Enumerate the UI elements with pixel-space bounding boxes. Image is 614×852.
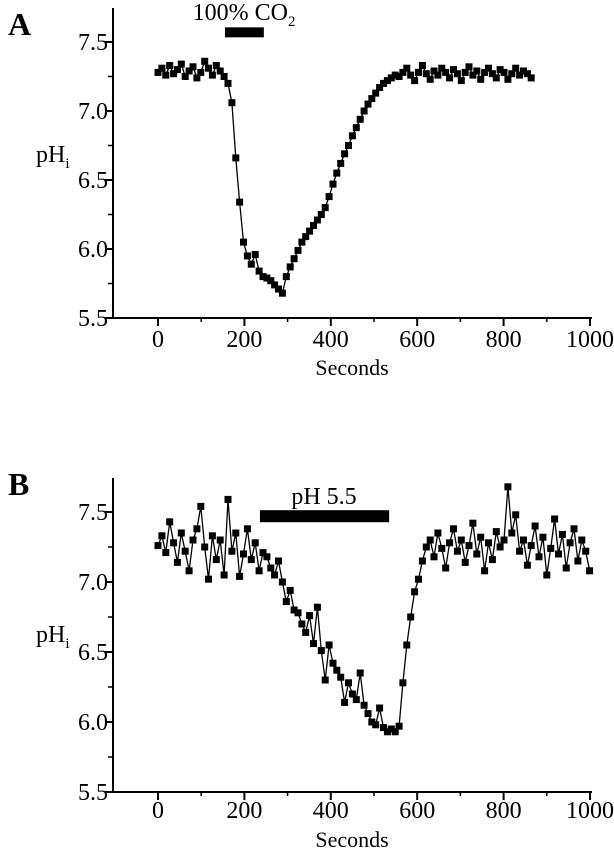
data-point-marker (442, 565, 449, 572)
data-point-marker (337, 160, 344, 167)
data-point-marker (326, 642, 333, 649)
x-tick-label: 400 (312, 798, 349, 824)
data-point-marker (248, 261, 255, 268)
data-point-marker (201, 58, 208, 65)
data-point-marker (411, 588, 418, 595)
data-point-marker (489, 556, 496, 563)
y-tick-label: 6.0 (78, 237, 108, 263)
data-point-marker (411, 77, 418, 84)
x-ticks (158, 318, 590, 326)
data-point-marker (330, 660, 337, 667)
data-point-marker (341, 699, 348, 706)
data-point-marker (349, 132, 356, 139)
panel-a-y-axis-title (36, 142, 69, 177)
data-point-marker (473, 68, 480, 75)
data-point-marker (446, 74, 453, 81)
y-tick-label: 7.5 (78, 30, 108, 56)
data-point-marker (197, 69, 204, 76)
axes (113, 478, 592, 792)
data-point-marker (174, 559, 181, 566)
data-point-marker (403, 65, 410, 72)
data-point-marker (302, 629, 309, 636)
data-point-marker (252, 539, 259, 546)
data-point-marker (508, 530, 515, 537)
data-point-marker (497, 544, 504, 551)
data-point-marker (236, 199, 243, 206)
x-tick-label: 1000 (566, 798, 614, 824)
y-tick-label: 5.5 (78, 780, 108, 806)
data-point-marker (539, 534, 546, 541)
annotation-text: pH 5.5 (291, 484, 357, 510)
data-point-marker (333, 170, 340, 177)
data-point-marker (252, 251, 259, 258)
data-point-marker (287, 587, 294, 594)
data-point-marker (504, 483, 511, 490)
data-point-marker (543, 572, 550, 579)
data-point-marker (551, 516, 558, 523)
data-point-marker (427, 76, 434, 83)
data-point-marker (462, 559, 469, 566)
data-point-marker (155, 542, 162, 549)
data-point-marker (473, 551, 480, 558)
data-point-marker (559, 531, 566, 538)
x-tick-label: 200 (226, 798, 263, 824)
data-point-marker (403, 642, 410, 649)
data-point-marker (236, 573, 243, 580)
panel-b-y-axis-title (36, 622, 69, 657)
data-point-marker (353, 124, 360, 131)
y-tick-label: 7.0 (78, 99, 108, 125)
data-point-marker (322, 204, 329, 211)
data-point-marker (466, 63, 473, 70)
data-point-marker (574, 558, 581, 565)
data-point-marker (314, 604, 321, 611)
data-point-marker (415, 69, 422, 76)
data-point-marker (186, 567, 193, 574)
x-tick-label: 800 (485, 798, 522, 824)
data-point-marker (419, 558, 426, 565)
data-point-marker (318, 647, 325, 654)
data-point-marker (578, 537, 585, 544)
data-point-marker (361, 702, 368, 709)
y-tick-label: 6.5 (78, 640, 108, 666)
panel-b-x-axis-title: Seconds (315, 827, 389, 852)
data-point-marker (481, 567, 488, 574)
data-point-marker (275, 558, 282, 565)
y-axis-title-text: pH (36, 142, 66, 168)
data-point-marker (205, 65, 212, 72)
data-point-marker (225, 80, 232, 87)
annotation-text: 100% CO (192, 0, 288, 26)
data-point-marker (318, 211, 325, 218)
data-point-marker (240, 239, 247, 246)
data-point-marker (520, 537, 527, 544)
data-point-marker (221, 572, 228, 579)
data-point-marker (458, 77, 465, 84)
panel-b (0, 440, 614, 852)
x-tick-label: 600 (399, 327, 436, 353)
data-point-marker (567, 539, 574, 546)
data-point-marker (586, 567, 593, 574)
data-point-marker (333, 667, 340, 674)
x-tick-label: 200 (226, 327, 263, 353)
data-point-marker (190, 537, 197, 544)
x-tick-labels (152, 798, 614, 824)
data-point-marker (450, 525, 457, 532)
data-point-marker (217, 537, 224, 544)
data-point-marker (279, 579, 286, 586)
data-point-marker (345, 679, 352, 686)
axis-lines (113, 8, 592, 318)
x-tick-label: 0 (152, 327, 164, 353)
data-point-marker (524, 562, 531, 569)
y-tick-label: 6.5 (78, 168, 108, 194)
data-point-marker (493, 528, 500, 535)
data-point-marker (438, 545, 445, 552)
data-point-marker (469, 520, 476, 527)
y-tick-label: 7.0 (78, 570, 108, 596)
panel-a-letter: A (8, 6, 32, 42)
data-point-marker (345, 142, 352, 149)
data-point-marker (158, 532, 165, 539)
data-point-marker (427, 537, 434, 544)
data-point-marker (209, 72, 216, 79)
x-tick-label: 600 (399, 798, 436, 824)
data-point-marker (228, 548, 235, 555)
data-point-marker (528, 74, 535, 81)
data-point-marker (322, 677, 329, 684)
data-point-marker (454, 70, 461, 77)
y-tick-labels (78, 500, 108, 806)
data-point-marker (170, 539, 177, 546)
data-point-marker (536, 553, 543, 560)
data-point-marker (221, 73, 228, 80)
data-point-marker (407, 614, 414, 621)
data-point-marker (419, 62, 426, 69)
y-tick-label: 5.5 (78, 306, 108, 332)
data-point-marker (365, 710, 372, 717)
data-point-marker (178, 61, 185, 68)
data-point-marker (434, 72, 441, 79)
data-point-marker (372, 721, 379, 728)
y-tick-label: 7.5 (78, 500, 108, 526)
x-ticks (158, 792, 590, 800)
data-point-marker (283, 273, 290, 280)
data-point-marker (178, 530, 185, 537)
data-point-marker (532, 523, 539, 530)
data-point-marker (162, 549, 169, 556)
data-point-marker (571, 525, 578, 532)
data-point-marker (295, 247, 302, 254)
data-point-marker (162, 72, 169, 79)
data-point-marker (190, 63, 197, 70)
data-point-marker (201, 544, 208, 551)
data-point-marker (353, 696, 360, 703)
data-point-marker (446, 539, 453, 546)
data-point-marker (244, 252, 251, 259)
data-point-marker (267, 565, 274, 572)
data-point-marker (228, 99, 235, 106)
data-point-marker (193, 525, 200, 532)
data-point-marker (291, 255, 298, 262)
data-point-marker (256, 567, 263, 574)
data-point-marker (357, 670, 364, 677)
data-point-marker (454, 548, 461, 555)
data-point-marker (477, 76, 484, 83)
data-point-marker (166, 62, 173, 69)
y-axis-title-subscript: i (65, 155, 70, 172)
data-point-marker (158, 65, 165, 72)
data-point-marker (213, 556, 220, 563)
data-point-marker (209, 532, 216, 539)
data-point-marker (298, 621, 305, 628)
y-axis-title-text: pH (36, 622, 66, 648)
panel-a-annotation-label (144, 0, 344, 35)
data-line (158, 61, 531, 293)
x-tick-labels (152, 327, 614, 353)
data-point-marker (295, 609, 302, 616)
data-point-marker (310, 640, 317, 647)
data-point-marker (361, 108, 368, 115)
data-point-marker (485, 539, 492, 546)
data-point-marker (528, 542, 535, 549)
data-point-marker (501, 69, 508, 76)
data-point-marker (197, 503, 204, 510)
data-point-marker (582, 548, 589, 555)
y-tick-labels (78, 30, 108, 332)
data-point-marker (287, 263, 294, 270)
data-line (158, 487, 590, 732)
data-point-marker (415, 576, 422, 583)
axis-lines (113, 478, 592, 792)
data-point-marker (232, 530, 239, 537)
data-point-marker (458, 537, 465, 544)
y-tick-label: 6.0 (78, 710, 108, 736)
x-tick-label: 400 (312, 327, 349, 353)
data-point-marker (466, 542, 473, 549)
data-series (155, 58, 535, 297)
data-point-marker (244, 525, 251, 532)
data-point-marker (555, 551, 562, 558)
data-point-marker (232, 154, 239, 161)
data-point-marker (326, 193, 333, 200)
axes (113, 8, 592, 318)
data-point-marker (182, 548, 189, 555)
data-point-marker (248, 556, 255, 563)
data-point-marker (431, 553, 438, 560)
data-point-marker (501, 537, 508, 544)
data-point-marker (263, 553, 270, 560)
data-point-marker (330, 181, 337, 188)
panel-b-annotation-label (224, 484, 424, 519)
panel-b-letter: B (8, 466, 30, 502)
data-point-marker (306, 612, 313, 619)
data-point-marker (516, 548, 523, 555)
data-point-marker (166, 518, 173, 525)
data-point-marker (434, 530, 441, 537)
data-point-marker (512, 511, 519, 518)
data-point-marker (205, 576, 212, 583)
data-point-marker (512, 65, 519, 72)
data-point-marker (547, 545, 554, 552)
x-tick-label: 1000 (566, 327, 614, 353)
annotation-subscript: 2 (287, 13, 296, 30)
data-point-marker (271, 572, 278, 579)
data-point-marker (423, 544, 430, 551)
data-point-marker (357, 116, 364, 123)
data-point-marker (376, 705, 383, 712)
data-point-marker (279, 290, 286, 297)
data-point-marker (240, 551, 247, 558)
x-tick-label: 800 (485, 327, 522, 353)
data-point-marker (283, 598, 290, 605)
x-tick-label: 0 (152, 798, 164, 824)
data-point-marker (337, 674, 344, 681)
data-point-marker (399, 679, 406, 686)
data-point-marker (493, 74, 500, 81)
data-point-marker (477, 534, 484, 541)
y-axis-title-subscript: i (65, 635, 70, 652)
panel-a-x-axis-title: Seconds (315, 355, 389, 380)
data-point-marker (396, 723, 403, 730)
data-point-marker (563, 565, 570, 572)
data-point-marker (341, 150, 348, 157)
